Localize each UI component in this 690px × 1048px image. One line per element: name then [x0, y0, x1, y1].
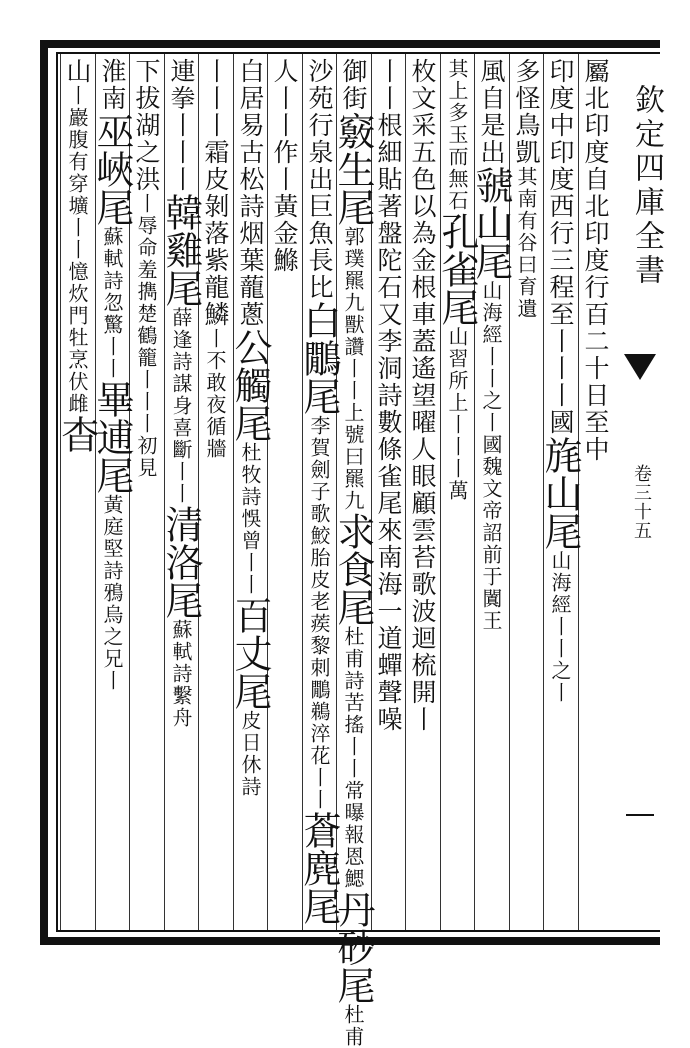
column-rule — [233, 54, 234, 930]
text-segment: 丨不敢夜循牆 — [203, 328, 227, 460]
text-segment: 國 — [479, 434, 503, 456]
text-segment: 山海經丨丨之丨 — [479, 280, 503, 434]
text-segment: 御 — [339, 58, 368, 85]
text-segment: 魏文帝詔前于闐王 — [479, 456, 503, 632]
frame-inner-top — [56, 52, 660, 54]
text-column — [297, 58, 341, 925]
text-column — [131, 58, 161, 479]
side-banner — [618, 54, 664, 930]
text-segment: 皮日休詩 — [238, 710, 262, 798]
text-segment: 枚文采五色以為金根車蓋遙望曜人眼顧雲苔歌波迴梳開丨 — [408, 58, 437, 733]
text-segment: 丨丨丨霜皮剝落紫龍鱗 — [201, 58, 230, 328]
text-segment: 連拳丨丨丨 — [167, 58, 196, 193]
text-column — [90, 58, 134, 692]
text-column — [200, 58, 230, 460]
entry-heading: 竅生尾 — [331, 112, 375, 226]
entry-heading: 求食尾 — [331, 512, 375, 626]
text-segment: 丨丨憶炊門牡烹伏雌 — [65, 217, 89, 415]
text-segment: 山海經丨丨之丨 — [548, 550, 572, 704]
frame-border-left — [40, 40, 48, 945]
column-rule — [198, 54, 199, 930]
entry-heading: 孔雀尾 — [435, 212, 479, 326]
text-segment: 丨丨根細貼著盤陀石又李洞詩數條雀尾來南海一道蟬聲噪 — [374, 58, 403, 733]
entry-heading: 清洛尾 — [159, 505, 203, 619]
text-segment: 丨巖腹有穿壙 — [65, 85, 89, 217]
column-rule — [60, 54, 61, 930]
text-segment: 淮南 — [98, 58, 127, 112]
text-column — [407, 58, 437, 733]
text-segment: 沙苑行泉出巨魚長比 — [305, 58, 334, 301]
text-column — [228, 58, 272, 798]
entry-heading: 韓雞尾 — [159, 193, 203, 307]
text-segment: 街 — [339, 85, 368, 112]
fish-tail-mark — [624, 354, 656, 380]
text-segment: 黃庭堅詩鴉烏之兄丨 — [100, 494, 124, 692]
text-column — [159, 58, 203, 729]
entry-heading: 虢山尾 — [469, 166, 513, 280]
column-rule — [405, 54, 406, 930]
text-segment: 蘇軾詩繫舟 — [169, 619, 193, 729]
entry-heading: 畢逋尾 — [90, 380, 134, 494]
text-segment: 其南有谷曰育遺 — [514, 166, 538, 320]
text-segment: 薛逢詩謀身喜斷丨丨 — [169, 307, 193, 505]
text-column — [373, 58, 403, 733]
frame-inner-left — [56, 52, 58, 932]
banner-rule-mark — [626, 814, 654, 816]
column-rule — [164, 54, 165, 930]
text-segment: 杜甫詩苦搖丨丨常曝報恩鰓 — [341, 626, 365, 890]
entry-heading: 旄山尾 — [538, 436, 582, 550]
entry-heading: 公觸尾 — [228, 328, 272, 442]
entry-heading: 丹砂尾 — [331, 890, 375, 1004]
text-segment: 李賀劍子歌鮫胎皮老蒺黎刺鷳鵜淬花丨丨 — [307, 415, 331, 811]
entry-heading: 蒼麂尾 — [297, 811, 341, 925]
entry-heading: 百丈尾 — [228, 596, 272, 710]
frame-border-top — [40, 40, 660, 48]
text-segment: 郭璞羆九獸讚丨丨上號曰羆九 — [341, 226, 365, 512]
text-segment: 白居易古松詩烟葉蘢蔥 — [236, 58, 265, 328]
text-column — [435, 58, 479, 502]
text-column — [469, 58, 513, 632]
text-column — [55, 58, 99, 453]
text-segment: 山 — [63, 58, 92, 85]
text-segment: 屬北印度自北印度行百二十日至中 — [581, 58, 610, 463]
text-segment: 多怪鳥凱 — [512, 58, 541, 166]
text-segment: 其上多玉而無石 — [445, 58, 469, 212]
entry-heading: 杳 — [55, 415, 99, 453]
column-rule — [440, 54, 441, 930]
text-segment: 杜甫 — [341, 1004, 365, 1048]
text-column — [511, 58, 541, 320]
entry-heading: 白鷳尾 — [297, 301, 341, 415]
entry-heading: 巫峽尾 — [90, 112, 134, 226]
column-rule — [302, 54, 303, 930]
text-segment: 丨丨丨初見 — [134, 369, 158, 479]
volume-label: 卷三十五 — [631, 464, 652, 540]
text-segment: 山習所上丨丨丨萬 — [445, 326, 469, 502]
banner-title: 欽定四庫全書 — [629, 84, 664, 288]
text-column — [580, 58, 610, 463]
text-column — [331, 58, 375, 1048]
text-column — [538, 58, 582, 704]
text-segment: 蘇軾詩忽驚丨丨 — [100, 226, 124, 380]
text-segment: 風自是出 — [477, 58, 506, 166]
text-segment: 印度中印度西行三程至丨丨丨國 — [546, 58, 575, 436]
text-segment: 下拔湖之洪 — [132, 58, 161, 193]
text-segment: 丨辱命羞擕楚鶴籠 — [134, 193, 158, 369]
column-rule — [267, 54, 268, 930]
text-segment: 杜牧詩悞曾丨丨 — [238, 442, 262, 596]
text-segment: 人丨丨作丨黃金鰷 — [270, 58, 299, 274]
text-column — [269, 58, 299, 274]
